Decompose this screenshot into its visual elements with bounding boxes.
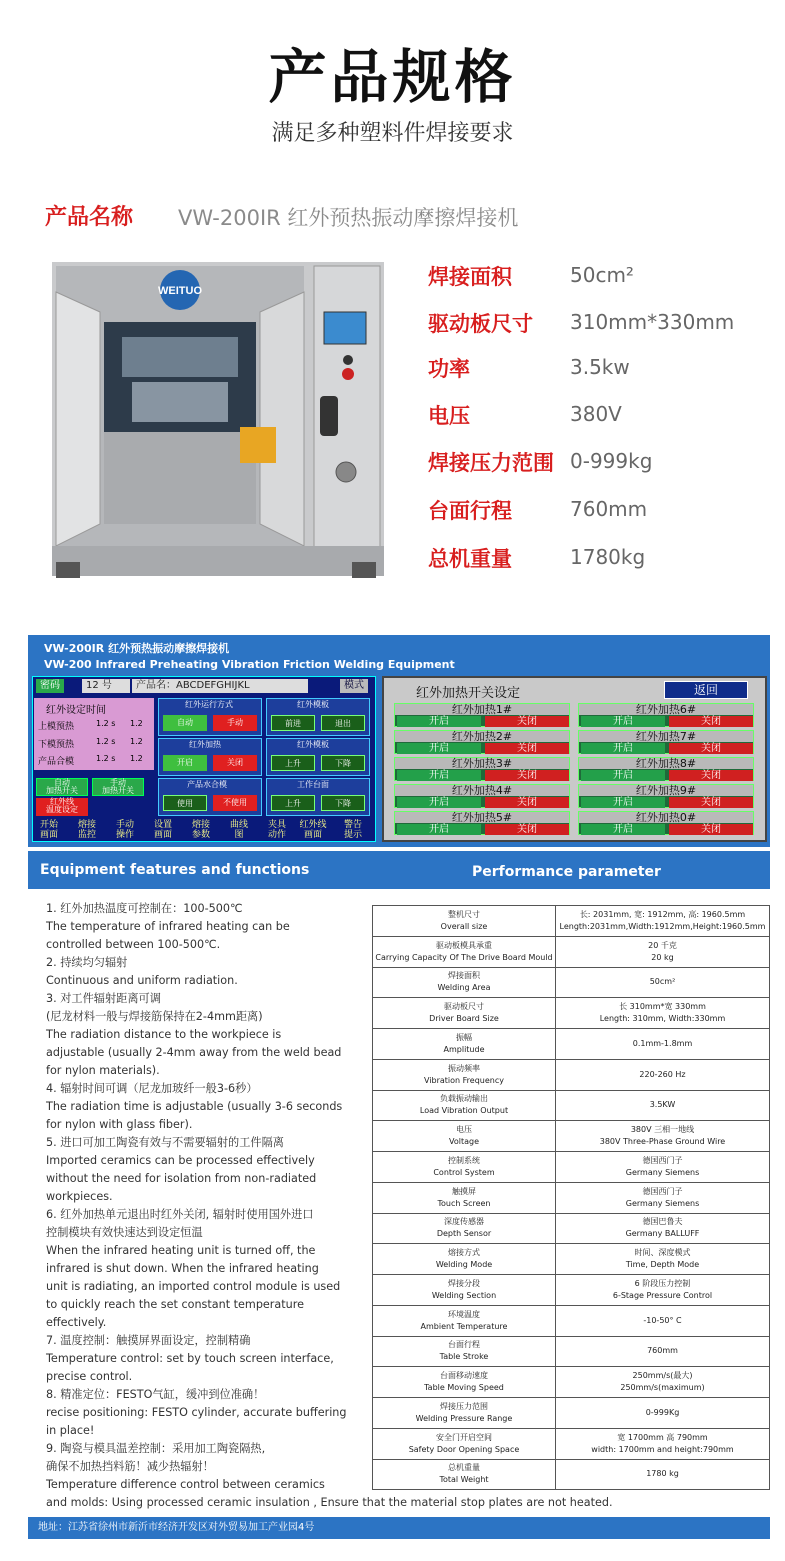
param-value — [556, 1428, 770, 1459]
feature-line: Temperature difference control between ceramics — [46, 1478, 325, 1491]
heater-label: 红外加热9# — [579, 785, 753, 796]
back-button[interactable]: 返回 — [664, 681, 748, 699]
heater-off-button[interactable]: 关闭 — [669, 770, 753, 781]
param-value-cn: 长 310mm*宽 330mm — [619, 1002, 706, 1012]
param-value-cn: 德国西门子 — [642, 1155, 683, 1165]
param-name-cn: 深度传感器 — [444, 1217, 484, 1227]
feature-line: without the need for isolation from non-radiated — [46, 1172, 317, 1185]
param-name — [373, 906, 556, 937]
heater-0 — [578, 811, 754, 835]
feature-line: effectively. — [46, 1316, 107, 1329]
param-name-en: Load Vibration Output — [419, 1106, 509, 1116]
nav-curve[interactable]: 曲线 图 — [229, 820, 248, 840]
time-row-value2[interactable]: 1.2 — [130, 754, 143, 763]
param-value — [556, 1090, 770, 1121]
heater-on-button[interactable]: 开启 — [397, 743, 481, 754]
param-value — [556, 936, 770, 967]
heater-8 — [578, 757, 754, 781]
feature-line: 4. 辐射时间可调（尼龙加玻纤一般3-6秒） — [46, 1082, 258, 1095]
param-name-cn: 安全门开启空间 — [436, 1432, 492, 1442]
heater-off-button[interactable]: 关闭 — [485, 824, 569, 835]
feature-line: 控制模块有效快速达到设定恒温 — [46, 1226, 203, 1239]
spec-row — [420, 255, 780, 295]
param-row — [373, 1244, 770, 1275]
param-value-cn: 德国巴鲁夫 — [642, 1217, 683, 1227]
param-row — [373, 1367, 770, 1398]
param-name-en: Vibration Frequency — [424, 1075, 504, 1085]
feature-line: adjustable (usually 2-4mm away from the weld bead — [46, 1046, 342, 1059]
param-value — [556, 1152, 770, 1183]
param-row — [373, 1121, 770, 1152]
nav-params[interactable]: 熔接 参数 — [191, 820, 210, 840]
param-value-cn: 宽 1700mm 高 790mm — [617, 1432, 708, 1442]
heater-off-button[interactable]: 关闭 — [485, 770, 569, 781]
spec-row — [420, 302, 780, 342]
param-name — [373, 1459, 556, 1490]
table-up-button[interactable]: 上升 — [271, 795, 315, 811]
heater-on-button[interactable]: 开启 — [581, 824, 665, 835]
heater-6 — [578, 703, 754, 727]
product-name-label: 产品名称 — [45, 205, 134, 230]
heater-off-button[interactable]: 关闭 — [669, 716, 753, 727]
performance-heading: Performance parameter — [472, 864, 661, 880]
param-name-cn: 台面移动速度 — [440, 1371, 488, 1381]
feature-line: to quickly reach the set constant temperature — [46, 1298, 304, 1311]
param-value-cn: -10-50° C — [643, 1315, 682, 1325]
param-row — [373, 998, 770, 1029]
time-row-value[interactable]: 1.2 s — [96, 737, 116, 746]
footer-address: 地址：江苏省徐州市新沂市经济开发区对外贸易加工产业园4号 — [28, 1517, 770, 1539]
param-row — [373, 1029, 770, 1060]
param-name — [373, 967, 556, 998]
param-name — [373, 936, 556, 967]
heater-on-button[interactable]: 开启 — [397, 797, 481, 808]
param-row — [373, 1090, 770, 1121]
nav-fixture[interactable]: 夹具 动作 — [267, 820, 286, 840]
spec-value: 310mm*330mm — [570, 310, 735, 334]
feature-line: The radiation distance to the workpiece is — [46, 1028, 282, 1041]
feature-line: Continuous and uniform radiation. — [46, 974, 238, 987]
heater-9 — [578, 784, 754, 808]
param-name — [373, 1182, 556, 1213]
param-value-en: width: 1700mm and height:790mm — [591, 1444, 734, 1454]
machine-image — [52, 262, 384, 582]
param-name-en: Control System — [433, 1167, 495, 1177]
param-value — [556, 1182, 770, 1213]
feature-line: When the infrared heating unit is turned off, the — [46, 1244, 316, 1257]
param-name — [373, 1059, 556, 1090]
param-value — [556, 1121, 770, 1152]
param-name-en: Ambient Temperature — [420, 1321, 508, 1331]
param-row — [373, 1336, 770, 1367]
param-name-en: Depth Sensor — [436, 1229, 492, 1239]
heater-label: 红外加热7# — [579, 731, 753, 742]
param-value — [556, 1059, 770, 1090]
param-value-en: Length:2031mm,Width:1912mm,Height:1960.5mm — [559, 921, 766, 931]
control-groups — [158, 698, 372, 816]
heater-label: 红外加热3# — [395, 758, 569, 769]
spec-value: 3.5kw — [570, 355, 630, 379]
group-title: 产品水合模 — [187, 780, 227, 789]
param-value — [556, 1029, 770, 1060]
spec-key: 驱动板尺寸 — [428, 312, 533, 336]
param-row — [373, 936, 770, 967]
param-value-en: Germany Siemens — [625, 1198, 700, 1208]
heater-label: 红外加热0# — [579, 812, 753, 823]
spec-key: 功率 — [428, 357, 470, 381]
feature-line: Temperature control: set by touch screen interface, — [46, 1352, 334, 1365]
spec-value: 1780kg — [570, 545, 646, 569]
param-value-en: Germany BALLUFF — [625, 1229, 700, 1239]
features-heading: Equipment features and functions — [40, 862, 310, 878]
param-value-cn: 250mm/s(最大) — [632, 1371, 693, 1381]
param-value — [556, 1459, 770, 1490]
heater-on-button[interactable]: 开启 — [581, 770, 665, 781]
param-name — [373, 1029, 556, 1060]
group-title: 红外运行方式 — [185, 700, 233, 709]
heater-on-button[interactable]: 开启 — [581, 743, 665, 754]
param-value — [556, 906, 770, 937]
feature-line: in place! — [46, 1424, 95, 1437]
temp-setting-button[interactable]: 红外线 温度设定 — [36, 798, 88, 816]
feature-line: 3. 对工件辐射距离可调 — [46, 992, 161, 1005]
param-name-en: Carrying Capacity Of The Drive Board Mould — [375, 952, 553, 962]
param-name-en: Total Weight — [439, 1475, 489, 1485]
param-name-cn: 台面行程 — [448, 1340, 480, 1350]
heater-on-button[interactable]: 开启 — [397, 770, 481, 781]
not-use-button[interactable]: 不使用 — [213, 795, 257, 811]
param-name-cn: 驱动板模具承重 — [436, 940, 492, 950]
param-value-cn: 长: 2031mm, 宽: 1912mm, 高: 1960.5mm — [579, 909, 746, 919]
spec-key: 焊接压力范围 — [428, 451, 554, 475]
param-row — [373, 1275, 770, 1306]
heater-label: 红外加热8# — [579, 758, 753, 769]
auto-button[interactable]: 自动 — [163, 715, 207, 731]
param-value — [556, 1398, 770, 1429]
group-title: 红外加热 — [189, 740, 221, 749]
heater-off-button[interactable]: 关闭 — [485, 716, 569, 727]
heater-on-button[interactable]: 开启 — [581, 716, 665, 727]
forward-button[interactable]: 前进 — [271, 715, 315, 731]
param-row — [373, 967, 770, 998]
heater-1 — [394, 703, 570, 727]
hmi-title-cn: VW-200IR 红外预热振动摩擦焊接机 — [44, 642, 230, 655]
page-subtitle: 满足多种塑料件焊接要求 — [271, 121, 514, 146]
param-name — [373, 1336, 556, 1367]
param-name-cn: 环境温度 — [448, 1309, 480, 1319]
nav-settings[interactable]: 设置 画面 — [153, 820, 172, 840]
param-name-cn: 熔接方式 — [448, 1248, 480, 1258]
table-down-button[interactable]: 下降 — [321, 795, 365, 811]
param-row — [373, 1428, 770, 1459]
time-row-label: 产品合模 — [38, 757, 75, 767]
param-value-en: 6-Stage Pressure Control — [612, 1290, 713, 1300]
param-name-cn: 总机重量 — [448, 1463, 480, 1473]
feature-line: 1. 红外加热温度可控制在：100-500℃ — [46, 902, 243, 915]
nav-start[interactable]: 开始 画面 — [39, 820, 58, 840]
time-row-value[interactable]: 1.2 s — [96, 719, 116, 728]
spec-key: 电压 — [428, 404, 470, 428]
param-name-en: Overall size — [440, 921, 488, 931]
heat-on-button[interactable]: 开启 — [163, 755, 207, 771]
param-name-cn: 整机尺寸 — [448, 909, 480, 919]
param-row — [373, 1398, 770, 1429]
feature-line: infrared is shut down. When the infrared heating — [46, 1262, 319, 1275]
param-name — [373, 1152, 556, 1183]
param-name-cn: 电压 — [456, 1125, 472, 1135]
heater-screen-title: 红外加热开关设定 — [416, 686, 521, 701]
param-value-cn: 20 千克 — [648, 940, 677, 950]
param-value-en: Germany Siemens — [625, 1167, 700, 1177]
param-name-cn: 控制系统 — [448, 1155, 480, 1165]
param-name-en: Table Moving Speed — [424, 1383, 504, 1393]
heater-off-button[interactable]: 关闭 — [669, 743, 753, 754]
spec-key: 总机重量 — [428, 547, 512, 571]
heat-off-button[interactable]: 关闭 — [213, 755, 257, 771]
param-name-cn: 焊接压力范围 — [440, 1401, 488, 1411]
product-name: VW-200IR 红外预热振动摩擦焊接机 — [178, 206, 519, 230]
param-value — [556, 1336, 770, 1367]
param-name — [373, 1428, 556, 1459]
spec-value: 760mm — [570, 497, 648, 521]
feature-line: The temperature of infrared heating can be — [46, 920, 290, 933]
param-value-en: 380V Three-Phase Ground Wire — [599, 1137, 726, 1147]
param-name — [373, 1090, 556, 1121]
heater-label: 红外加热6# — [579, 704, 753, 715]
param-value — [556, 1213, 770, 1244]
param-name-en: Welding Pressure Range — [415, 1413, 513, 1423]
param-name-en: Table Stroke — [439, 1352, 489, 1362]
down-button[interactable]: 下降 — [321, 755, 365, 771]
param-name-cn: 驱动板尺寸 — [444, 1002, 484, 1012]
param-value — [556, 967, 770, 998]
param-value — [556, 1305, 770, 1336]
feature-line: 9. 陶瓷与模具温差控制：采用加工陶瓷隔热, — [46, 1442, 266, 1455]
param-value-cn: 时间、深度模式 — [634, 1248, 691, 1258]
param-name-en: Amplitude — [443, 1044, 485, 1054]
hmi-title-en: VW-200 Infrared Preheating Vibration Friction Welding Equipment — [44, 658, 455, 671]
up-button[interactable]: 上升 — [271, 755, 315, 771]
time-setting-title: 红外设定时间 — [46, 705, 106, 716]
group-title: 红外模板 — [297, 700, 329, 709]
param-value-cn: 760mm — [647, 1346, 678, 1356]
heater-label: 红外加热4# — [395, 785, 569, 796]
number-field[interactable]: 12 号 — [82, 679, 130, 693]
nav-monitor[interactable]: 熔接 监控 — [77, 820, 96, 840]
time-row-value2[interactable]: 1.2 — [130, 719, 143, 728]
heater-off-button[interactable]: 关闭 — [485, 797, 569, 808]
spec-row — [420, 489, 780, 529]
nav-alarm[interactable]: 警告 提示 — [343, 820, 362, 840]
param-name — [373, 1121, 556, 1152]
feature-line: unit is radiating, an imported control module is used — [46, 1280, 341, 1293]
nav-manual[interactable]: 手动 操作 — [115, 820, 134, 840]
param-name — [373, 998, 556, 1029]
feature-line: precise control. — [46, 1370, 133, 1383]
heater-on-button[interactable]: 开启 — [581, 797, 665, 808]
time-row-value2[interactable]: 1.2 — [130, 737, 143, 746]
spec-row — [420, 394, 780, 434]
heater-2 — [394, 730, 570, 754]
spec-value: 50cm² — [570, 263, 634, 287]
spec-value: 380V — [570, 402, 622, 426]
feature-line: 5. 进口可加工陶瓷有效与不需要辐射的工件隔离 — [46, 1136, 284, 1149]
heater-on-button[interactable]: 开启 — [397, 824, 481, 835]
param-value-en: 250mm/s(maximum) — [620, 1383, 705, 1393]
param-value-cn: 3.5KW — [649, 1100, 676, 1110]
group-title: 工作台面 — [297, 780, 329, 789]
time-row-value[interactable]: 1.2 s — [96, 754, 116, 763]
param-row — [373, 1213, 770, 1244]
spec-value: 0-999kg — [570, 449, 653, 473]
param-name — [373, 1367, 556, 1398]
param-value-cn: 6 阶段压力控制 — [634, 1278, 691, 1288]
feature-line: The radiation time is adjustable (usually 3-6 seconds — [46, 1100, 343, 1113]
exit-button[interactable]: 退出 — [321, 715, 365, 731]
param-value — [556, 1244, 770, 1275]
param-value-cn: 1780 kg — [646, 1469, 679, 1479]
param-name-cn: 振动频率 — [448, 1063, 480, 1073]
heater-off-button[interactable]: 关闭 — [669, 824, 753, 835]
param-value-en: Length: 310mm, Width:330mm — [599, 1014, 726, 1024]
heater-4 — [394, 784, 570, 808]
spec-key: 焊接面积 — [428, 265, 512, 289]
param-name — [373, 1275, 556, 1306]
time-row-label: 上模预热 — [38, 722, 75, 732]
feature-line: 2. 持续均匀辐射 — [46, 956, 128, 969]
param-value — [556, 1367, 770, 1398]
spec-row — [420, 347, 780, 387]
param-name-cn: 负载振动输出 — [440, 1094, 488, 1104]
page-title: 产品规格 — [268, 43, 517, 111]
param-name-cn: 触摸屏 — [452, 1186, 476, 1196]
manual-button[interactable]: 手动 — [213, 715, 257, 731]
heater-label: 红外加热5# — [395, 812, 569, 823]
param-name-en: Welding Area — [437, 983, 491, 993]
spec-key: 台面行程 — [428, 499, 512, 523]
param-name-cn: 振幅 — [456, 1032, 472, 1042]
auto-heat-button[interactable]: 自动 加热开关 — [36, 778, 88, 796]
feature-line: 7. 温度控制：触摸屏界面设定，控制精确 — [46, 1334, 251, 1347]
param-value-en: 20 kg — [651, 952, 674, 962]
param-value-cn: 220-260 Hz — [639, 1069, 686, 1079]
nav-infrared[interactable]: 红外线 画面 — [299, 820, 327, 840]
feature-line: 8. 精准定位：FESTO气缸，缓冲到位准确！ — [46, 1388, 265, 1401]
time-row-label: 下模预热 — [38, 740, 75, 750]
param-table — [372, 905, 770, 1490]
spec-row — [420, 441, 780, 481]
param-name-en: Touch Screen — [437, 1198, 491, 1208]
param-name — [373, 1244, 556, 1275]
feature-line: for nylon with glass fiber). — [46, 1118, 193, 1131]
heater-label: 红外加热2# — [395, 731, 569, 742]
feature-line: (尼龙材料一般与焊接筋保持在2-4mm距离) — [46, 1010, 263, 1023]
feature-line: workpieces. — [46, 1190, 113, 1203]
param-name-en: Safety Door Opening Space — [408, 1444, 520, 1454]
group-title: 红外模板 — [297, 740, 329, 749]
manual-heat-button[interactable]: 手动 加热开关 — [92, 778, 144, 796]
spec-row — [420, 537, 780, 577]
heater-off-button[interactable]: 关闭 — [485, 743, 569, 754]
param-value-cn: 0-999Kg — [645, 1407, 680, 1417]
feature-line: 确保不加热挡料筋！减少热辐射！ — [46, 1460, 214, 1473]
param-name-en: Voltage — [448, 1137, 479, 1147]
param-value-cn: 50cm² — [649, 977, 676, 987]
param-row — [373, 1182, 770, 1213]
param-name — [373, 1213, 556, 1244]
param-value — [556, 998, 770, 1029]
password-button[interactable]: 密码 — [36, 679, 64, 693]
machine-logo: WEITUO — [158, 285, 202, 297]
param-name-cn: 焊接面积 — [448, 971, 480, 981]
mode-label: 模式 — [340, 679, 368, 693]
param-name — [373, 1398, 556, 1429]
param-name-en: Welding Mode — [435, 1260, 493, 1270]
param-value-cn: 0.1mm-1.8mm — [632, 1038, 693, 1048]
feature-line: and molds: Using processed ceramic insulation , Ensure that the material stop plates are not heated. — [46, 1496, 613, 1509]
param-row — [373, 906, 770, 937]
param-name-en: Welding Section — [431, 1290, 497, 1300]
param-name — [373, 1305, 556, 1336]
param-row — [373, 1305, 770, 1336]
feature-line: recise positioning: FESTO cylinder, accurate buffering — [46, 1406, 347, 1419]
feature-line: for nylon materials). — [46, 1064, 160, 1077]
param-value-cn: 德国西门子 — [642, 1186, 683, 1196]
param-row — [373, 1152, 770, 1183]
param-value-cn: 380V 三相一地线 — [630, 1125, 695, 1135]
heater-5 — [394, 811, 570, 835]
param-value — [556, 1275, 770, 1306]
feature-line: 6. 红外加热单元退出时红外关闭, 辐射时使用国外进口 — [46, 1208, 314, 1221]
param-row — [373, 1459, 770, 1490]
heater-on-button[interactable]: 开启 — [397, 716, 481, 727]
use-button[interactable]: 使用 — [163, 795, 207, 811]
param-row — [373, 1059, 770, 1090]
heater-label: 红外加热1# — [395, 704, 569, 715]
param-value-en: Time, Depth Mode — [625, 1260, 700, 1270]
heater-off-button[interactable]: 关闭 — [669, 797, 753, 808]
heater-3 — [394, 757, 570, 781]
feature-line: controlled between 100-500℃. — [46, 938, 221, 951]
param-name-cn: 焊接分段 — [448, 1278, 480, 1288]
heater-7 — [578, 730, 754, 754]
product-name-field: 产品名：ABCDEFGHIJKL — [132, 679, 308, 693]
feature-line: Imported ceramics can be processed effectively — [46, 1154, 315, 1167]
param-name-en: Driver Board Size — [429, 1014, 499, 1024]
